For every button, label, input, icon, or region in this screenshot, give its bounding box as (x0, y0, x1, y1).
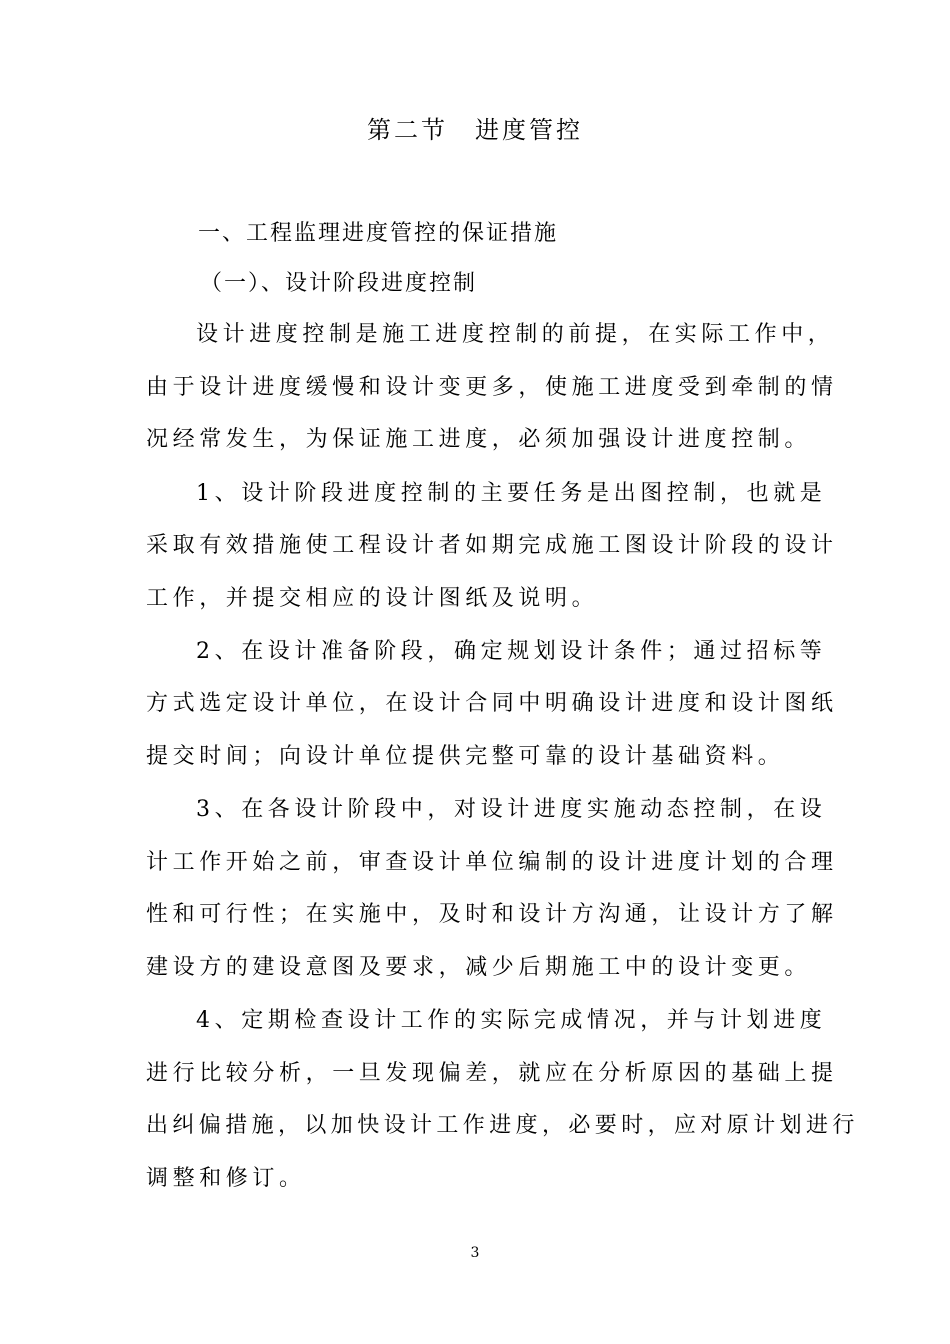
paragraph-2-line-3: 工作，并提交相应的设计图纸及说明。 (146, 586, 599, 611)
paragraph-5-line-4: 调整和修订。 (146, 1166, 306, 1191)
paragraph-2-line-1: 1、设计阶段进度控制的主要任务是出图控制，也就是 (196, 481, 827, 506)
paragraph-5-line-3: 出纠偏措施，以加快设计工作进度，必要时，应对原计划进行 (146, 1113, 859, 1138)
paragraph-1-line-3: 况经常发生，为保证施工进度，必须加强设计进度控制。 (146, 427, 812, 452)
paragraph-5-line-2: 进行比较分析，一旦发现偏差，就应在分析原因的基础上提 (146, 1061, 838, 1086)
paragraph-4-line-3: 性和可行性；在实施中，及时和设计方沟通，让设计方了解 (146, 902, 838, 927)
heading-level-2: （一）、设计阶段进度控制 (200, 271, 478, 296)
paragraph-2-line-2: 采取有效措施使工程设计者如期完成施工图设计阶段的设计 (146, 533, 838, 558)
paragraph-4-line-2: 计工作开始之前，审查设计单位编制的设计进度计划的合理 (146, 850, 838, 875)
section-title: 第二节 进度管控 (367, 116, 583, 144)
paragraph-4-line-1: 3、在各设计阶段中，对设计进度实施动态控制，在设 (196, 797, 827, 822)
paragraph-5-line-1: 4、定期检查设计工作的实际完成情况，并与计划进度 (196, 1008, 827, 1033)
paragraph-3-line-2: 方式选定设计单位，在设计合同中明确设计进度和设计图纸 (146, 691, 838, 716)
paragraph-4-line-4: 建设方的建设意图及要求，减少后期施工中的设计变更。 (146, 955, 812, 980)
heading-level-1: 一、工程监理进度管控的保证措施 (198, 221, 559, 246)
page-number: 3 (470, 1245, 480, 1261)
paragraph-3-line-3: 提交时间；向设计单位提供完整可靠的设计基础资料。 (146, 744, 785, 769)
paragraph-1-line-2: 由于设计进度缓慢和设计变更多，使施工进度受到牵制的情 (146, 375, 838, 400)
paragraph-1-line-1: 设计进度控制是施工进度控制的前提，在实际工作中， (196, 322, 835, 347)
paragraph-3-line-1: 2、在设计准备阶段，确定规划设计条件；通过招标等 (196, 639, 827, 664)
